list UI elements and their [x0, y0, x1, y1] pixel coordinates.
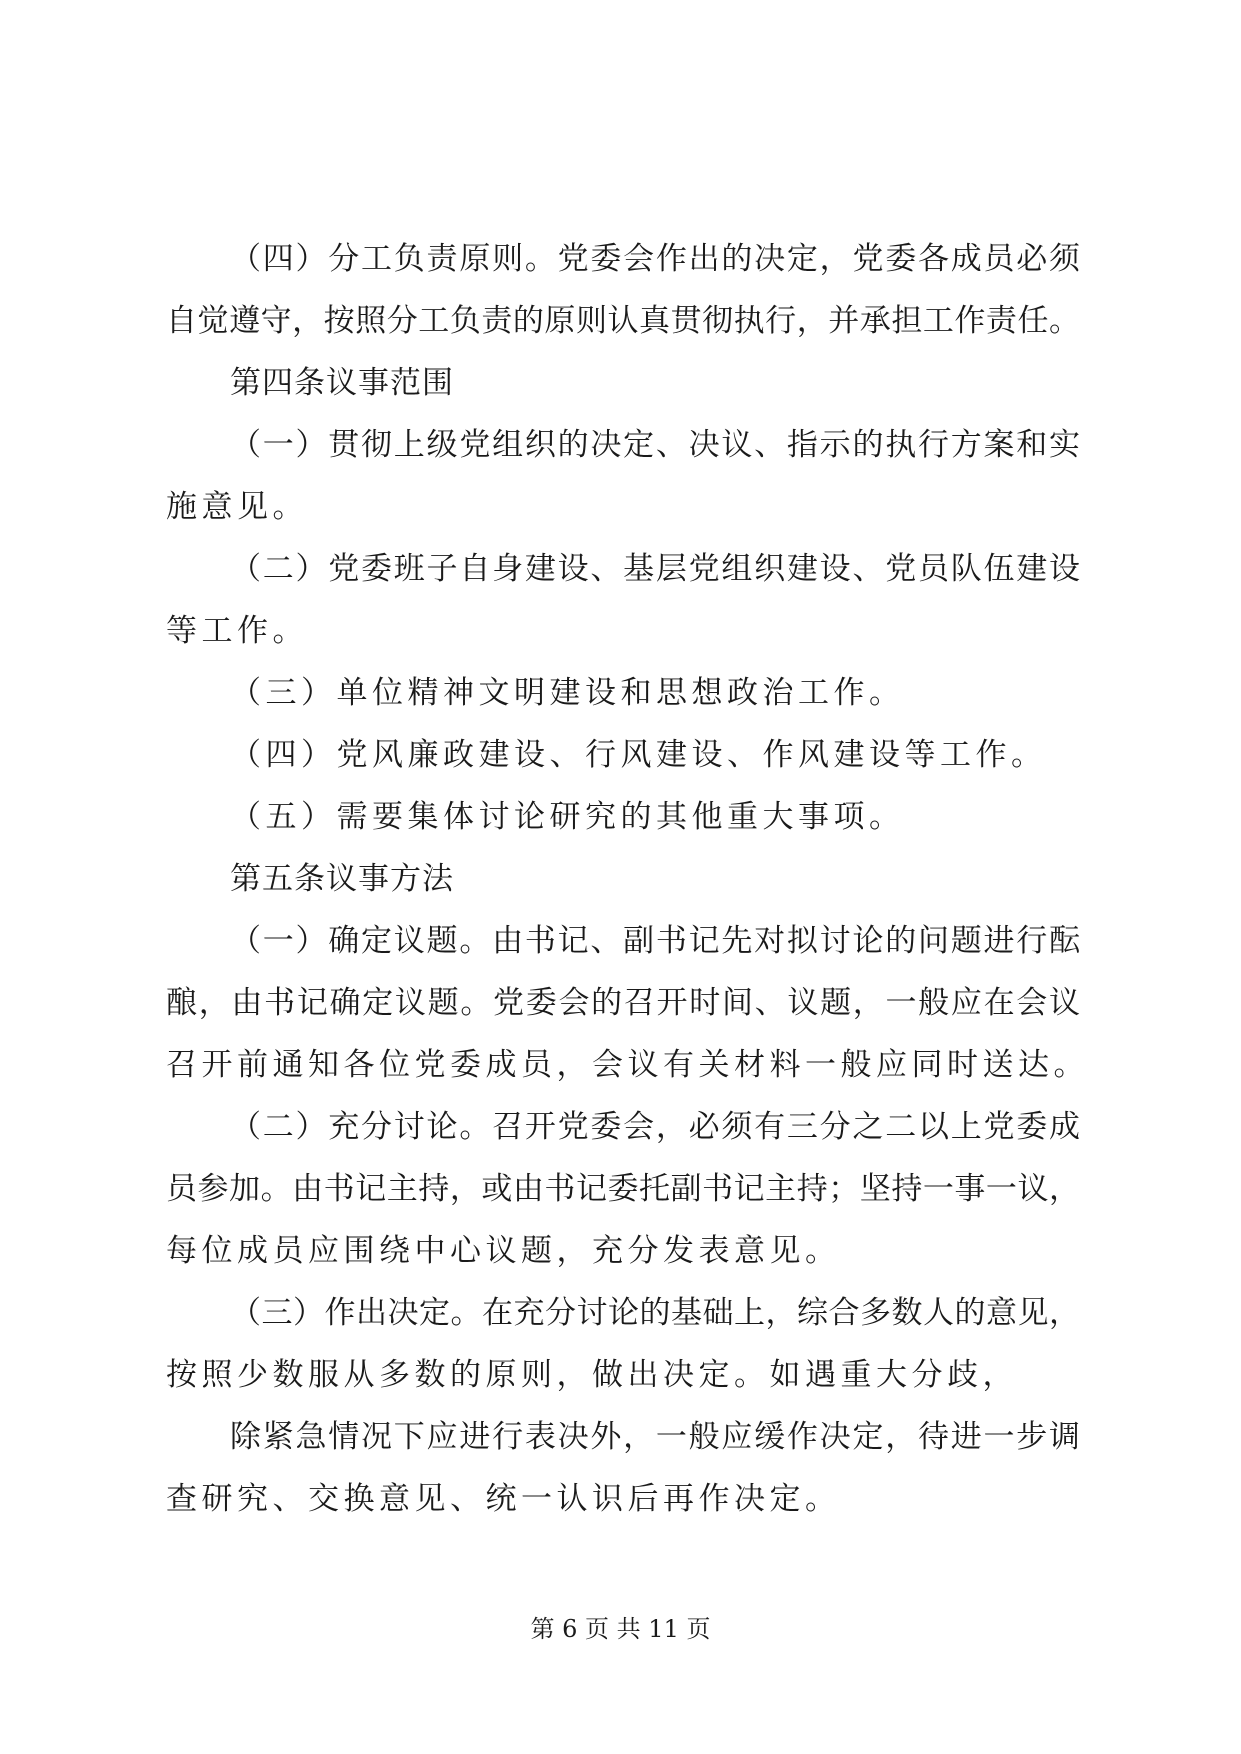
body-line: 等工作。	[166, 613, 308, 649]
body-line: 除紧急情况下应进行表决外，一般应缓作决定，待进一步调	[230, 1419, 1080, 1455]
body-line: 员参加。由书记主持，或由书记委托副书记主持；坚持一事一议，	[166, 1171, 1080, 1207]
body-line: 查研究、交换意见、统一认识后再作决定。	[166, 1481, 841, 1517]
body-line: 每位成员应围绕中心议题，充分发表意见。	[166, 1233, 841, 1269]
section-heading: 第四条议事范围	[230, 365, 454, 401]
body-line: （四）党风廉政建设、行风建设、作风建设等工作。	[230, 737, 1047, 773]
document-body	[166, 228, 1089, 1530]
body-line: （一）贯彻上级党组织的决定、决议、指示的执行方案和实	[230, 427, 1080, 463]
page-number-footer: 第 6 页 共 11 页	[530, 1615, 711, 1643]
body-line: 施意见。	[166, 489, 308, 525]
body-line: （二）充分讨论。召开党委会，必须有三分之二以上党委成	[230, 1109, 1080, 1145]
body-line: 酿，由书记确定议题。党委会的召开时间、议题，一般应在会议	[166, 985, 1080, 1021]
body-line: 自觉遵守，按照分工负责的原则认真贯彻执行，并承担工作责任。	[166, 303, 1080, 339]
body-line: （三）作出决定。在充分讨论的基础上，综合多数人的意见，	[230, 1295, 1080, 1331]
body-line: （一）确定议题。由书记、副书记先对拟讨论的问题进行酝	[230, 923, 1080, 959]
body-line: （四）分工负责原则。党委会作出的决定，党委各成员必须	[230, 241, 1080, 277]
body-line: （三）单位精神文明建设和思想政治工作。	[230, 675, 905, 711]
section-heading: 第五条议事方法	[230, 861, 454, 897]
body-line: 按照少数服从多数的原则，做出决定。如遇重大分歧，	[166, 1357, 1018, 1393]
body-line: （五）需要集体讨论研究的其他重大事项。	[230, 799, 905, 835]
body-line: （二）党委班子自身建设、基层党组织建设、党员队伍建设	[230, 551, 1080, 587]
body-line: 召开前通知各位党委成员，会议有关材料一般应同时送达。	[166, 1047, 1089, 1083]
